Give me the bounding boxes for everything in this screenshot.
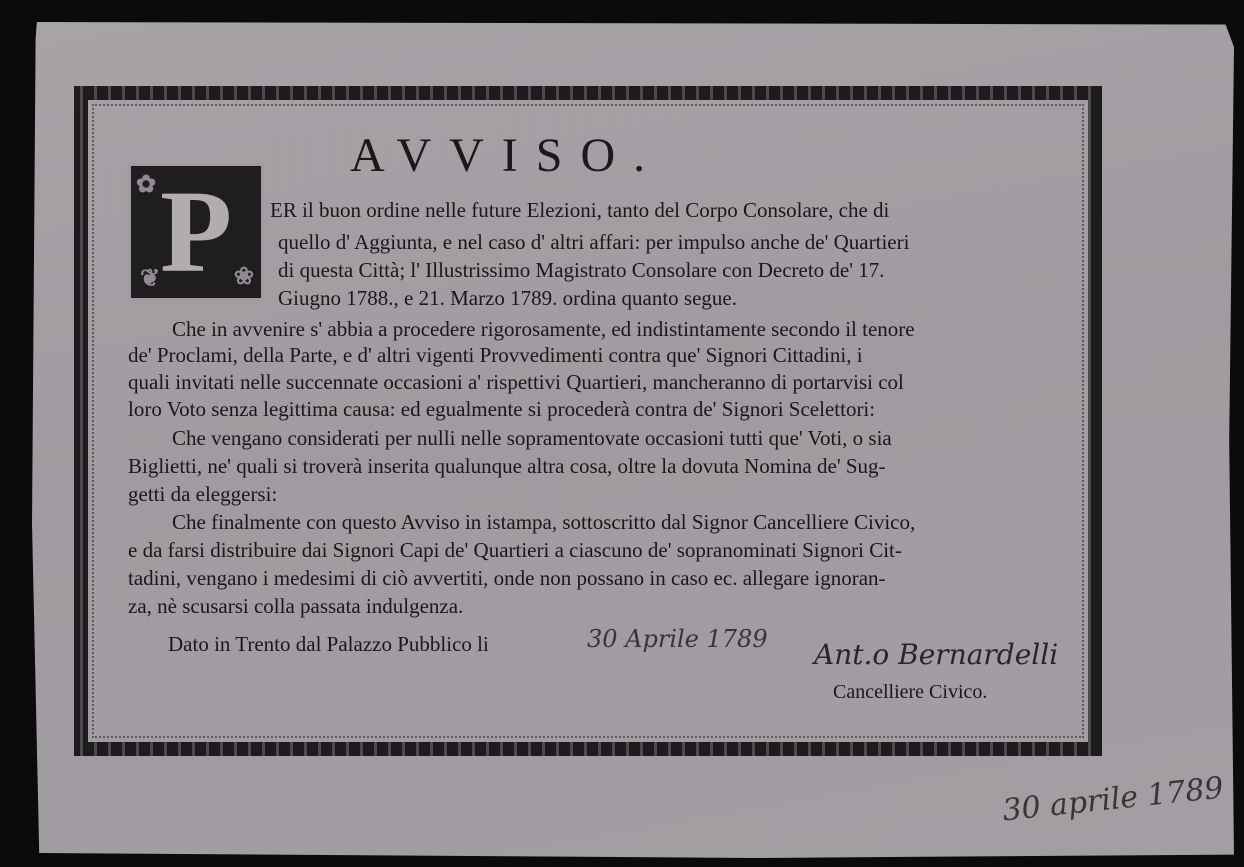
text-line: quali invitati nelle succennate occasioni a' rispettivi Quartieri, mancheranno di portarvisi col xyxy=(128,370,904,394)
text-line: za, nè scusarsi colla passata indulgenza. xyxy=(128,594,464,618)
text-line: de' Proclami, della Parte, e d' altri vigenti Provvedimenti contra que' Signori Cittadini, i xyxy=(128,343,863,367)
text-line: loro Voto senza legittima causa: ed egualmente si procederà contra de' Signori Scelettori: xyxy=(128,397,876,421)
text-line: Che in avvenire s' abbia a procedere rigorosamente, ed indistintamente secondo il tenore xyxy=(172,317,915,341)
text-line: di questa Città; l' Illustrissimo Magistrato Consolare con Decreto de' 17. xyxy=(278,258,885,282)
flower-ornament-icon: ❀ xyxy=(233,264,254,290)
handwritten-date: 30 Aprile 1789 xyxy=(587,625,768,653)
flower-ornament-icon: ✿ xyxy=(136,172,157,198)
text-line: e da farsi distribuire dai Signori Capi de' Quartieri a ciascuno de' sopranominati Signori Cit- xyxy=(128,538,902,562)
text-line: Che vengano considerati per nulli nelle sopramentovate occasioni tutti que' Voti, o sia xyxy=(172,426,892,450)
dateline: Dato in Trento dal Palazzo Pubblico li xyxy=(168,632,489,656)
text-line: Giugno 1788., e 21. Marzo 1789. ordina quanto segue. xyxy=(278,286,737,310)
handwritten-signature: Ant.o Bernardelli xyxy=(814,638,1059,671)
text-line: tadini, vengano i medesimi di ciò avvertiti, onde non possano in caso ec. allegare ignoran- xyxy=(128,566,886,590)
text-line: getti da eleggersi: xyxy=(128,482,278,506)
initial-letter: P xyxy=(159,166,233,297)
text-line: quello d' Aggiunta, e nel caso d' altri affari: per impulso anche de' Quartieri xyxy=(278,230,910,254)
text-line: Che finalmente con questo Avviso in istampa, sottoscritto dal Signor Cancelliere Civico, xyxy=(172,510,916,534)
text-line: Biglietti, ne' quali si troverà inserita qualunque altra cosa, oltre la dovuta Nomina de' Sug- xyxy=(128,454,886,478)
archival-margin-note: 30 aprile 1789 xyxy=(1000,770,1226,829)
signatory-office: Cancelliere Civico. xyxy=(833,681,988,703)
text-line: ER il buon ordine nelle future Elezioni, tanto del Corpo Consolare, che di xyxy=(270,198,890,222)
leaf-ornament-icon: ❦ xyxy=(140,266,161,292)
notice-title: AVVISO. xyxy=(350,129,664,182)
